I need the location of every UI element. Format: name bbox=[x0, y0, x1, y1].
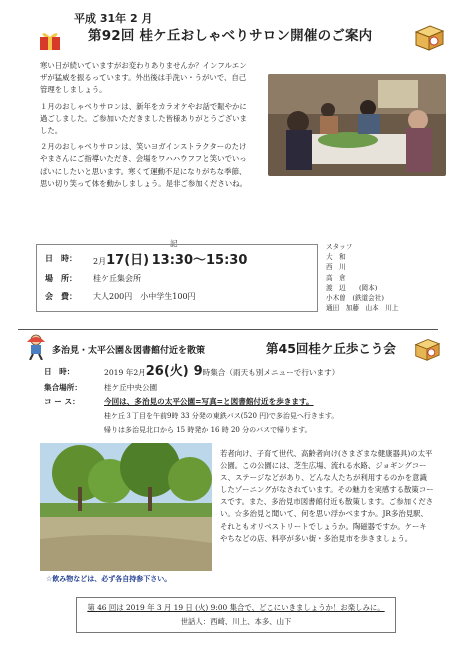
staff-line: 小木曽 (鉄道会社) bbox=[326, 294, 384, 303]
staff-heading: スタッフ bbox=[326, 243, 353, 251]
staff-line: 渡 辺 (岡本) bbox=[326, 283, 378, 292]
meet-label: 集合場所： bbox=[44, 383, 82, 392]
course-line-2: 桂ケ丘３丁目を午前9時 33 分発の東鉄バス(520 円)で多治見へ行きます。 bbox=[104, 412, 339, 420]
issue-date: 平成 31年 2 月 bbox=[74, 12, 153, 25]
footer-next-event: 第 46 回は 2019 年 3 月 19 日 (火) 9:00 集合で、どこにいきましょうか！お楽しみに。 bbox=[87, 603, 385, 612]
meet-value: 桂ケ丘中央公園 bbox=[104, 383, 158, 392]
park-photo bbox=[40, 443, 212, 571]
event-weekday: (日) bbox=[124, 253, 150, 268]
staff-list bbox=[326, 242, 399, 313]
event-date bbox=[93, 249, 247, 268]
event-month: 2月 bbox=[93, 257, 107, 266]
staff-line: 高 倉 bbox=[326, 273, 346, 282]
event-time: 13:30〜15:30 bbox=[151, 253, 248, 268]
walker-icon bbox=[24, 334, 48, 364]
staff-line: 通田 加藤 山本 川上 bbox=[326, 304, 399, 313]
walk-date-weekday: (火) bbox=[163, 364, 189, 379]
walk-date-suffix: 時集合 bbox=[202, 368, 226, 377]
salon-photo bbox=[268, 74, 446, 176]
walk-date-hour: 9 bbox=[193, 364, 203, 379]
note-kicker: 記 bbox=[170, 239, 178, 248]
lucky-box-icon-bottom bbox=[412, 336, 442, 366]
section-divider bbox=[18, 329, 438, 330]
place-label: 場 所： bbox=[45, 274, 77, 283]
walk-date-note: （雨天も別メニューで行います） bbox=[225, 368, 340, 377]
intro-paragraph-1: 寒い日が続いていますがお変わりありませんか？インフルエンザが猛威を振るっています。外出後は手洗い・うがいで、自己管理をしましょう。 bbox=[40, 61, 247, 95]
page-title: 第92回 桂ケ丘おしゃべりサロン開催のご案内 bbox=[88, 28, 373, 44]
event-day: 17 bbox=[106, 253, 125, 268]
fee-value: 大人200円 小中学生100円 bbox=[93, 292, 196, 301]
intro-text bbox=[40, 60, 250, 194]
place-value: 桂ケ丘集会所 bbox=[93, 274, 141, 283]
walk-subtitle: 多治見・太平公園＆図書館付近を散策 bbox=[52, 346, 206, 356]
event-details-box bbox=[36, 244, 318, 312]
course-label: コ ー ス： bbox=[44, 397, 80, 406]
staff-line: 大 和 bbox=[326, 253, 346, 262]
walk-title: 第45回桂ケ丘歩こう会 bbox=[266, 341, 396, 356]
walk-date-month: 2019 年2月 bbox=[104, 368, 146, 377]
footer-box bbox=[76, 597, 396, 633]
walk-caption: ☆飲み物などは、必ず各自持参下さい。 bbox=[46, 575, 172, 583]
walk-date bbox=[104, 360, 339, 379]
lucky-box-icon-top bbox=[412, 22, 446, 56]
course-main: 今回は、多治見の太平公園=写真=と図書館付近を歩きます。 bbox=[104, 397, 314, 406]
walk-date-label: 日 時： bbox=[44, 367, 75, 376]
intro-paragraph-2: １月のおしゃべりサロンは、新年をカラオケやお話で賑やかに過ごしました。ご参加いただきました皆様ありがとうございました。 bbox=[40, 101, 247, 136]
footer-organizers: 世話人：西崎、川上、本多、山下 bbox=[180, 617, 292, 626]
walk-date-day: 26 bbox=[145, 364, 164, 379]
course-line-3: 帰りは多治見北口から 15 時発か 16 時 20 分のバスで帰ります。 bbox=[104, 426, 312, 434]
walk-description: 若者向け、子育て世代、高齢者向け(さまざまな健康器具)の太平公園。この公園には、芝生広場、流れる水路、ジョギングコース、ステージなどがあり、どんな人たちが利用するのかを意識したゾーニングがなされています。その魅力を実感する散策コースです。また、多治見市図書館付近も散策します。ご参加ください。☆多治見と聞いて、何を思い浮かべますか。JR多治見駅、それともオリベストリートでしょうか。陶磁器ですか。ケーキやちなどの店、料亭が多い街・多治見市を歩きましょう。 bbox=[220, 449, 434, 543]
gift-icon-left bbox=[37, 28, 63, 56]
staff-line: 西 川 bbox=[326, 263, 346, 272]
fee-label: 会 費： bbox=[45, 292, 77, 301]
date-label: 日 時： bbox=[45, 254, 77, 263]
intro-paragraph-3: ２月のおしゃべりサロンは、笑いヨガインストラクターのたけやまさんにご指導いただき、会場をワハハウフフと笑いでいっぱいにしたいと思います。寒くて運動不足になりがちな季節、思い切り笑って体を動かしましょう。是非ご参加くださいね。 bbox=[40, 142, 247, 188]
